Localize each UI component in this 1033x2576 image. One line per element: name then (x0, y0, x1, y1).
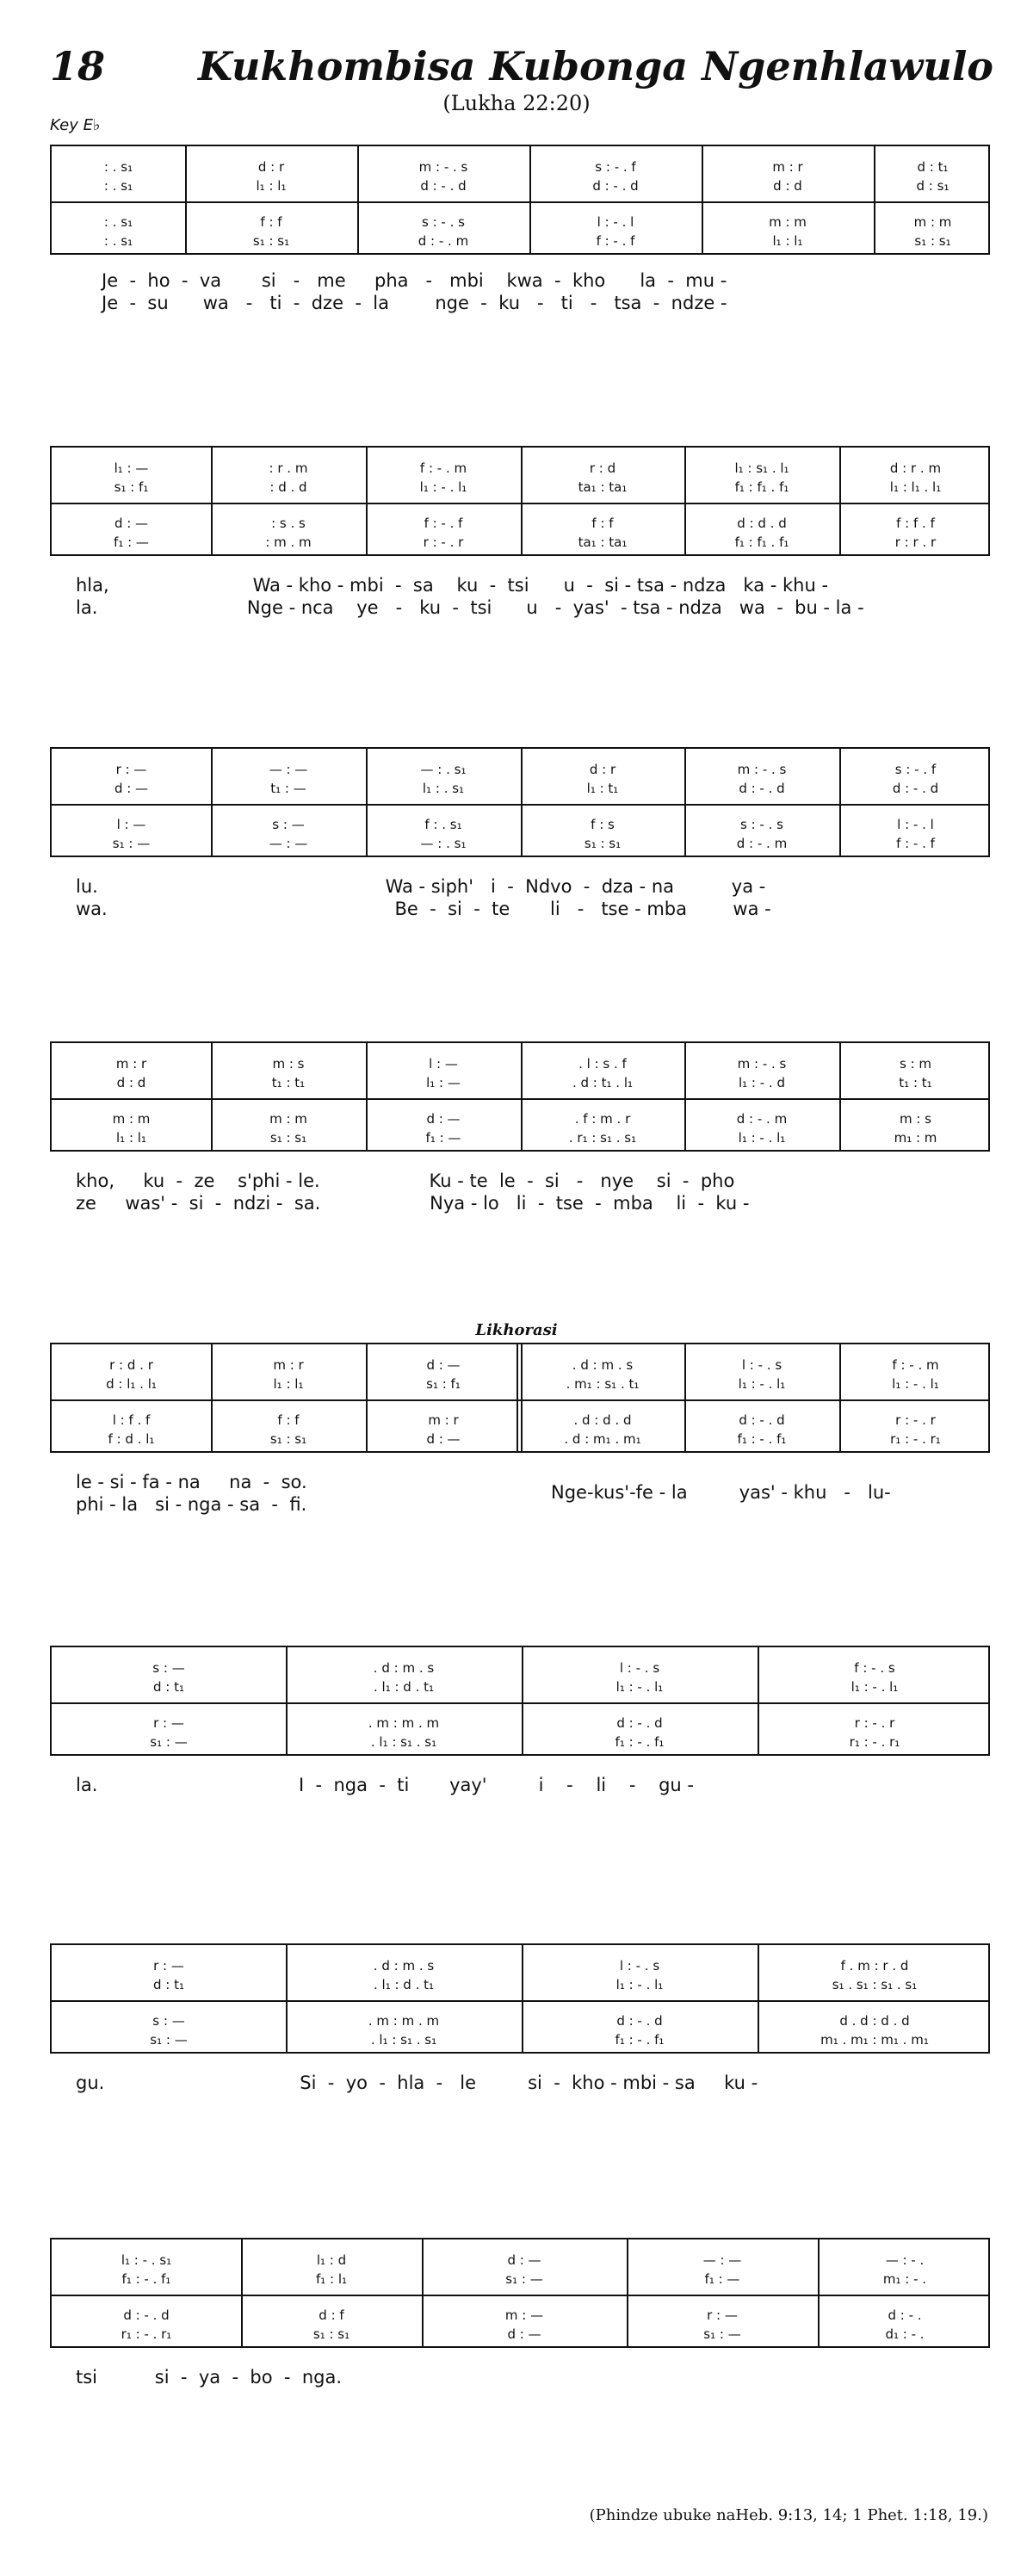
solfa-note: r : d (589, 460, 616, 476)
solfa-note: s₁ : s₁ (584, 836, 622, 851)
solfa-note: l₁ : - . l₁ (738, 1376, 786, 1392)
solfa-note: s₁ : — (150, 2032, 188, 2048)
solfa-note: — : — (702, 2252, 742, 2268)
solfa-note: f₁ : f₁ . f₁ (734, 479, 789, 495)
solfa-note: d : — (507, 2252, 541, 2268)
staff-system (50, 446, 990, 556)
solfa-note: f₁ : — (704, 2271, 740, 2287)
solfa-note: d : d (116, 1075, 146, 1090)
solfa-note: m : m (112, 1111, 151, 1127)
solfa-note: — : — (269, 762, 308, 777)
solfa-note: r : — (115, 762, 147, 777)
solfa-note: : m . m (265, 534, 312, 550)
solfa-note: d : - . d (616, 1715, 663, 1731)
solfa-note: m : r (273, 1357, 304, 1373)
solfa-note: s : — (152, 2013, 185, 2029)
lyric-line: wa. Be - si - te li - tse - mba wa - (76, 899, 771, 919)
solfa-note: m : m (769, 214, 807, 230)
staff-system (50, 747, 990, 857)
solfa-note: . l₁ : s₁ . s₁ (370, 1734, 437, 1750)
solfa-note: . d : t₁ . l₁ (572, 1075, 634, 1090)
solfa-note: t₁ : t₁ (271, 1075, 306, 1090)
solfa-note: d : - . (888, 2307, 922, 2323)
key-signature: Key E♭ (50, 116, 101, 134)
solfa-note: f : - . m (419, 460, 467, 476)
solfa-note: r₁ : - . r₁ (121, 2326, 172, 2342)
solfa-note: . l₁ : d . t₁ (373, 1679, 435, 1695)
solfa-note: f . m : r . d (840, 1958, 909, 1974)
solfa-note: s : - . f (595, 159, 636, 175)
solfa-note: f : - . f (596, 233, 635, 249)
solfa-note: r : — (153, 1715, 184, 1731)
solfa-note: s : — (272, 817, 305, 832)
solfa-note: . d : m . s (373, 1660, 435, 1676)
solfa-note: — : — (269, 836, 308, 851)
solfa-note: l : - . l (597, 214, 634, 230)
lyric-line: hla, Wa - kho - mbi - sa ku - tsi u - si - tsa - ndza ka - khu - (76, 575, 829, 596)
lyric-line: la. Nge - nca ye - ku - tsi u - yas' - tsa - ndza wa - bu - la - (76, 597, 864, 618)
staff-system (50, 145, 990, 255)
solfa-note: s : - . f (894, 762, 937, 777)
solfa-note: s₁ : — (703, 2326, 741, 2342)
solfa-note: m : r (428, 1412, 459, 1428)
lyric-line: la. I - nga - ti yay' i - li - gu - (76, 1775, 694, 1795)
solfa-note: l₁ : - . l₁ (892, 1376, 939, 1392)
solfa-note: l₁ : l₁ (116, 1130, 146, 1146)
solfa-note: s₁ : s₁ (312, 2326, 350, 2342)
lyric-line: le - si - fa - na na - so. (76, 1472, 307, 1492)
solfa-note: d : - . d (420, 178, 467, 194)
solfa-note: f₁ : - . f₁ (121, 2271, 171, 2287)
solfa-note: d : r (257, 159, 285, 175)
solfa-note: f : f . f (896, 516, 935, 531)
scripture-reference: (Lukha 22:20) (442, 91, 591, 115)
solfa-note: d : — (426, 1431, 461, 1447)
solfa-note: l₁ : l₁ . l₁ (889, 479, 942, 495)
solfa-note: r : - . r (854, 1715, 895, 1731)
solfa-note: d : - . m (418, 233, 469, 249)
solfa-note: ta₁ : ta₁ (578, 479, 628, 495)
solfa-note: m₁ : m (894, 1130, 937, 1146)
staff-system (50, 2238, 990, 2348)
solfa-note: d : t₁ (152, 1679, 184, 1695)
part-separator (52, 2000, 988, 2002)
solfa-note: : . s₁ (103, 159, 133, 175)
solfa-note: — : . s₁ (420, 762, 467, 777)
solfa-note: . m : m . m (368, 1715, 440, 1731)
solfa-note: f₁ : f₁ . f₁ (734, 534, 789, 550)
solfa-note: d : - . d (592, 178, 639, 194)
solfa-note: m₁ . m₁ : m₁ . m₁ (820, 2032, 929, 2048)
lyric-line: Je - su wa - ti - dze - la nge - ku - ti - tsa - ndze - (102, 293, 727, 313)
staff-system (50, 1343, 990, 1453)
solfa-note: l₁ : - . d (738, 1075, 785, 1090)
solfa-note: f₁ : - . f₁ (737, 1431, 787, 1447)
solfa-note: r₁ : - . r₁ (849, 1734, 900, 1750)
solfa-note: t₁ : t₁ (899, 1075, 932, 1090)
solfa-note: d : d (773, 178, 802, 194)
solfa-note: f : f (277, 1412, 300, 1428)
solfa-note: : . s₁ (103, 178, 133, 194)
solfa-note: f : - . m (892, 1357, 939, 1373)
solfa-note: l : f . f (112, 1412, 151, 1428)
lyric-line: ze was' - si - ndzi - sa. Nya - lo li - tse - mba li - ku - (76, 1193, 750, 1214)
solfa-note: l₁ : . s₁ (422, 781, 465, 796)
solfa-note: d : - . d (123, 2307, 170, 2323)
solfa-note: d : - . m (736, 1111, 788, 1127)
solfa-note: f : d . l₁ (108, 1431, 155, 1447)
solfa-note: l₁ : - . l₁ (419, 479, 467, 495)
solfa-note: m : — (504, 2307, 544, 2323)
solfa-note: f : f (260, 214, 282, 230)
solfa-note: f₁ : — (425, 1130, 461, 1146)
solfa-note: . l : s . f (578, 1056, 627, 1072)
solfa-note: d : — (426, 1357, 461, 1373)
solfa-note: m : r (772, 159, 803, 175)
solfa-note: m : - . s (737, 1056, 787, 1072)
solfa-note: r : - . r (423, 534, 464, 550)
solfa-note: r : r . r (894, 534, 937, 550)
solfa-note: l : - . l (897, 817, 934, 832)
solfa-note: d : s₁ (916, 178, 949, 194)
solfa-note: . f : m . r (574, 1111, 631, 1127)
solfa-note: . d : m₁ . m₁ (564, 1431, 641, 1447)
solfa-note: m : - . s (737, 762, 787, 777)
solfa-note: l₁ : - . l₁ (851, 1679, 899, 1695)
solfa-note: s₁ : s₁ (914, 233, 951, 249)
part-separator (52, 201, 988, 203)
solfa-note: f₁ : l₁ (315, 2271, 348, 2287)
solfa-note: l₁ : - . l₁ (615, 1679, 664, 1695)
solfa-note: . m : m . m (368, 2013, 440, 2029)
solfa-note: . l₁ : s₁ . s₁ (370, 2032, 437, 2048)
solfa-note: m₁ : - . (882, 2271, 927, 2287)
solfa-note: l : - . s (741, 1357, 782, 1373)
solfa-note: s₁ : s₁ (252, 233, 290, 249)
solfa-note: d : — (507, 2326, 541, 2342)
lyric-line: tsi si - ya - bo - nga. (76, 2367, 343, 2388)
solfa-note: l : - . s (619, 1660, 660, 1676)
solfa-note: m : - . s (418, 159, 468, 175)
lyric-line: lu. Wa - siph' i - Ndvo - dza - na ya - (76, 876, 766, 897)
part-separator (52, 1399, 988, 1401)
solfa-note: r : - . r (895, 1412, 936, 1428)
solfa-note: s : - . s (740, 817, 783, 832)
solfa-note: d : - . m (736, 836, 788, 851)
staff-system (50, 1646, 990, 1756)
lyric-line: Nge-kus'-fe - la yas' - khu - lu- (551, 1482, 891, 1503)
solfa-note: d : t₁ (917, 159, 949, 175)
solfa-note: d : - . d (616, 2013, 663, 2029)
solfa-note: d : - . d (892, 781, 939, 796)
solfa-note: d : d . d (737, 516, 787, 531)
solfa-note: l₁ : t₁ (586, 781, 619, 796)
solfa-note: — : . s₁ (420, 836, 467, 851)
solfa-note: s : — (152, 1660, 185, 1676)
solfa-note: l₁ : d (316, 2252, 347, 2268)
lyric-line: phi - la si - nga - sa - fi. (76, 1494, 307, 1515)
solfa-note: l : — (429, 1056, 458, 1072)
solfa-note: s₁ : f₁ (426, 1376, 461, 1392)
solfa-note: s₁ : — (112, 836, 151, 851)
solfa-note: l₁ : - . l₁ (738, 1130, 786, 1146)
solfa-note: d . d : d . d (839, 2013, 910, 2029)
solfa-note: s₁ : — (150, 1734, 188, 1750)
solfa-note: : d . d (269, 479, 307, 495)
part-separator (52, 1098, 988, 1100)
solfa-note: . d : m . s (373, 1958, 435, 1974)
solfa-note: t₁ : — (270, 781, 306, 796)
solfa-note: r : — (153, 1958, 184, 1974)
solfa-note: l : - . s (619, 1958, 660, 1974)
solfa-note: ta₁ : ta₁ (578, 534, 628, 550)
solfa-note: l : — (116, 817, 146, 832)
solfa-note: l₁ : l₁ (273, 1376, 304, 1392)
solfa-note: l₁ : l₁ (772, 233, 803, 249)
solfa-note: m : m (269, 1111, 307, 1127)
solfa-note: m : s (272, 1056, 305, 1072)
solfa-note: : r . m (269, 460, 308, 476)
solfa-note: f₁ : - . f₁ (615, 2032, 665, 2048)
solfa-note: s₁ : s₁ (269, 1431, 307, 1447)
staff-system (50, 1041, 990, 1152)
solfa-note: d : - . d (739, 1412, 785, 1428)
solfa-note: f : - . f (896, 836, 935, 851)
solfa-note: l₁ : l₁ (256, 178, 287, 194)
solfa-note: m : m (913, 214, 952, 230)
solfa-note: . d : m . s (572, 1357, 634, 1373)
solfa-note: : s . s (271, 516, 306, 531)
lyric-line: gu. Si - yo - hla - le si - kho - mbi - sa ku - (76, 2073, 758, 2093)
solfa-note: — : - . (885, 2252, 925, 2268)
solfa-note: d : - . d (739, 781, 785, 796)
solfa-note: s₁ : f₁ (114, 479, 149, 495)
solfa-note: s₁ : — (505, 2271, 543, 2287)
solfa-note: f : . s₁ (424, 817, 462, 832)
part-separator (52, 503, 988, 504)
solfa-note: l₁ : s₁ . l₁ (734, 460, 789, 476)
solfa-note: d : t₁ (152, 1977, 184, 1992)
solfa-note: f : f (591, 516, 614, 531)
solfa-note: r : d . r (109, 1357, 153, 1373)
lyric-line: Je - ho - va si - me pha - mbi kwa - kho la - mu - (102, 270, 727, 291)
solfa-note: d : r . m (889, 460, 942, 476)
solfa-note: s : m (899, 1056, 932, 1072)
solfa-note: f : s (591, 817, 615, 832)
part-separator (52, 2295, 988, 2296)
part-separator (52, 804, 988, 806)
staff-system (50, 1943, 990, 2054)
solfa-note: f₁ : - . f₁ (615, 1734, 665, 1750)
solfa-note: . d : d . d (573, 1412, 632, 1428)
solfa-note: . r₁ : s₁ . s₁ (568, 1130, 637, 1146)
solfa-note: s : - . s (422, 214, 465, 230)
solfa-note: r₁ : - . r₁ (890, 1431, 941, 1447)
solfa-note: m : r (115, 1056, 147, 1072)
solfa-note: l₁ : — (426, 1075, 461, 1090)
solfa-note: m : s (899, 1111, 932, 1127)
hymn-title: Kukhombisa Kubonga Ngenhlawulo (198, 43, 993, 90)
solfa-note: d : f (319, 2307, 344, 2323)
solfa-note: : . s₁ (103, 214, 133, 230)
lyric-line: kho, ku - ze s'phi - le. Ku - te le - si - nye si - pho (76, 1171, 735, 1191)
solfa-note: . l₁ : d . t₁ (373, 1977, 435, 1992)
solfa-note: d : r (589, 762, 616, 777)
hymn-number: 18 (50, 43, 106, 90)
solfa-note: d : — (114, 516, 149, 531)
solfa-note: l₁ : — (114, 460, 149, 476)
solfa-note: s₁ : s₁ (269, 1130, 307, 1146)
solfa-note: s₁ . s₁ : s₁ . s₁ (832, 1977, 918, 1992)
solfa-note: d : — (426, 1111, 461, 1127)
footer-reference: (Phindze ubuke naHeb. 9:13, 14; 1 Phet. 1:18, 19.) (589, 2506, 988, 2524)
solfa-note: . m₁ : s₁ . t₁ (566, 1376, 640, 1392)
solfa-note: f : - . f (424, 516, 463, 531)
part-separator (52, 1702, 988, 1704)
solfa-note: d₁ : - . (885, 2326, 925, 2342)
solfa-note: d : — (114, 781, 149, 796)
chorus-label: Likhorasi (475, 1321, 558, 1339)
solfa-note: f₁ : — (114, 534, 149, 550)
solfa-note: d : l₁ . l₁ (106, 1376, 157, 1392)
solfa-note: l₁ : - . l₁ (615, 1977, 664, 1992)
solfa-note: l₁ : - . s₁ (121, 2252, 172, 2268)
solfa-note: : . s₁ (103, 233, 133, 249)
solfa-note: f : - . s (854, 1660, 895, 1676)
solfa-note: r : — (707, 2307, 738, 2323)
